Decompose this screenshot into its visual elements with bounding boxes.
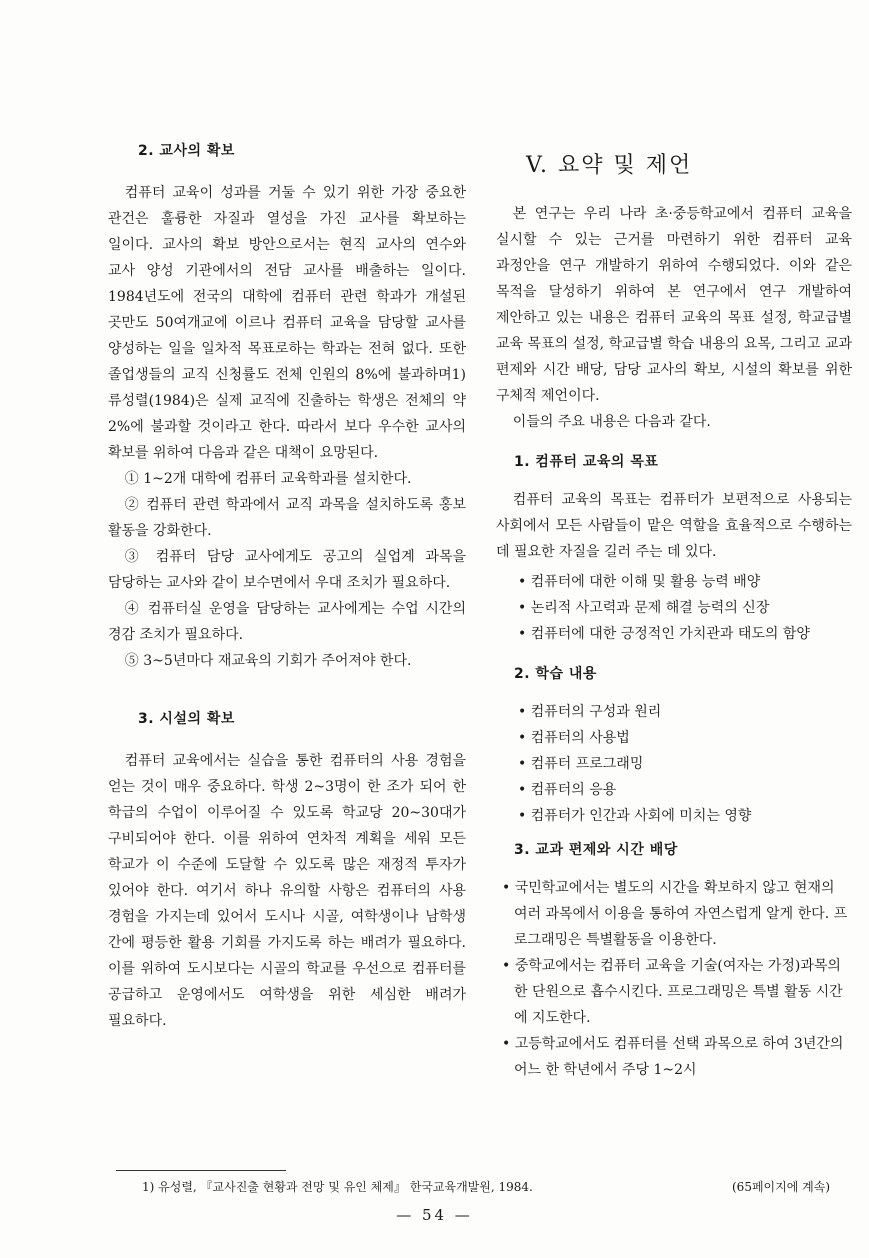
body-paragraph: 컴퓨터 교육에서는 실습을 통한 컴퓨터의 사용 경험을 얻는 것이 매우 중요하다. 학생 2~3명이 한 조가 되어 한 학급의 수업이 이루어질 수 있도록 학교당 20~30대가 구비되어야 한다. 이를 위하여 연차적 계획을 세워 모든 학교가 이 수준에 도달할 수 있도록 많은 재정적 투자가 있어야 한다. 여기서 하나 유의할 사항은 컴퓨터의 사용 경험을 가지는데 있어서 도시나 시골, 여학생이나 남학생 간에 평등한 활용 기회를 가지도록 하는 배려가 필요하다. 이를 위하여 도시보다는 시골의 학교를 우선으로 컴퓨터를 공급하고 운영에서도 여학생을 위한 세심한 배려가 필요하다. (108, 753, 466, 1029)
footnote: 1) 유성렬, 『교사진출 현황과 전망 및 유인 체제』 한국교육개발원, 1984. (142, 1180, 533, 1194)
body-paragraph: 컴퓨터 교육이 성과를 거둘 수 있기 위한 가장 중요한 관건은 훌륭한 자질과 열성을 가진 교사를 확보하는 일이다. 교사의 확보 방안으로서는 현직 교사의 연수와 교사 양성 기관에서의 전담 교사를 배출하는 일이다. 1984년도에 전국의 대학에 컴퓨터 관련 학과가 개설된 곳만도 50여개교에 이르나 컴퓨터 교육을 담당할 교사를 양성하는 일을 일차적 목표로하는 학과는 전혀 없다. 또한 졸업생들의 교직 신청률도 전체 인원의 8%에 불과하며1) 류성렬(1984)은 실제 교직에 진출하는 학생은 전체의 약 2%에 불과할 것이라고 한다. 따라서 보다 우수한 교사의 확보를 위하여 다음과 같은 대책이 요망된다. (108, 185, 466, 461)
left-column (108, 140, 466, 1034)
bullet-list (496, 699, 852, 829)
intro-paragraph: 이들의 주요 내용은 다음과 같다. (512, 414, 711, 430)
page-number: — 54 — (396, 1206, 473, 1224)
list-item: • 중학교에서는 컴퓨터 교육을 기술(여자는 가정)과목의 한 단원으로 흡수시킨다. 프로그래밍은 특별 활동 시간에 지도한다. (502, 958, 843, 1026)
chapter-title: V. 요약 및 제언 (526, 153, 693, 178)
section-heading: 2. 교사의 확보 (138, 143, 235, 159)
section-education-goals (496, 451, 852, 647)
continue-note: (65페이지에 계속) (732, 1180, 830, 1194)
bullet-list (496, 875, 852, 1083)
list-item: • 국민학교에서는 별도의 시간을 확보하지 않고 현재의 여러 과목에서 이용을 통하여 자연스럽게 알게 한다. 프로그래밍은 특별활동을 이용한다. (502, 880, 848, 948)
section-curriculum-time (496, 839, 852, 1083)
body-paragraph: 컴퓨터 교육의 목표는 컴퓨터가 보편적으로 사용되는 사회에서 모든 사람들이 맡은 역할을 효율적으로 수행하는 데 필요한 자질을 길러 주는 데 있다. (496, 492, 852, 560)
section-facility-supply (108, 708, 466, 1034)
footnote-divider (116, 1170, 286, 1171)
list-item: • 컴퓨터에 대한 이해 및 활용 능력 배양 (518, 574, 761, 590)
list-item: • 논리적 사고력과 문제 해결 능력의 신장 (518, 600, 770, 616)
section-heading: 2. 학습 내용 (514, 666, 597, 682)
section-heading: 3. 교과 편제와 시간 배당 (514, 842, 678, 858)
list-item: • 컴퓨터의 사용법 (518, 730, 630, 746)
section-learning-content (496, 663, 852, 829)
section-teacher-supply (108, 140, 466, 674)
list-item: • 컴퓨터의 응용 (518, 782, 617, 798)
list-item: ④ 컴퓨터실 운영을 담당하는 교사에게는 수업 시간의 경감 조치가 필요하다. (108, 601, 466, 643)
intro-paragraph: 본 연구는 우리 나라 초·중등학교에서 컴퓨터 교육을 실시할 수 있는 근거를 마련하기 위한 컴퓨터 교육 과정안을 연구 개발하기 위하여 수행되었다. 이와 같은 목적을 달성하기 위하여 본 연구에서 연구 개발하여 제안하고 있는 내용은 컴퓨터 교육의 목표 설정, 학교급별 교육 목표의 설정, 학교급별 학습 내용의 요목, 그리고 교과 편제와 시간 배당, 담당 교사의 확보, 시설의 확보를 위한 구체적 제언이다. (496, 206, 852, 404)
list-item: • 컴퓨터 프로그래밍 (518, 756, 644, 772)
section-heading: 3. 시설의 확보 (138, 711, 235, 727)
list-item: • 컴퓨터의 구성과 원리 (518, 704, 662, 720)
list-item: ⑤ 3~5년마다 재교육의 기회가 주어져야 한다. (124, 653, 412, 669)
right-column (496, 140, 852, 1083)
list-item: • 컴퓨터에 대한 긍정적인 가치관과 태도의 함양 (518, 626, 810, 642)
list-item: • 고등학교에서도 컴퓨터를 선택 과목으로 하여 3년간의 어느 한 학년에서 주당 1~2시 (502, 1036, 844, 1078)
list-item: • 컴퓨터가 인간과 사회에 미치는 영향 (518, 808, 752, 824)
list-item: ② 컴퓨터 관련 학과에서 교직 과목을 설치하도록 홍보 활동을 강화한다. (108, 497, 466, 539)
bullet-list (496, 569, 852, 647)
list-item: ① 1~2개 대학에 컴퓨터 교육학과를 설치한다. (124, 471, 412, 487)
section-heading: 1. 컴퓨터 교육의 목표 (514, 454, 659, 470)
list-item: ③ 컴퓨터 담당 교사에게도 공고의 실업계 과목을 담당하는 교사와 같이 보수면에서 우대 조치가 필요하다. (108, 549, 466, 591)
